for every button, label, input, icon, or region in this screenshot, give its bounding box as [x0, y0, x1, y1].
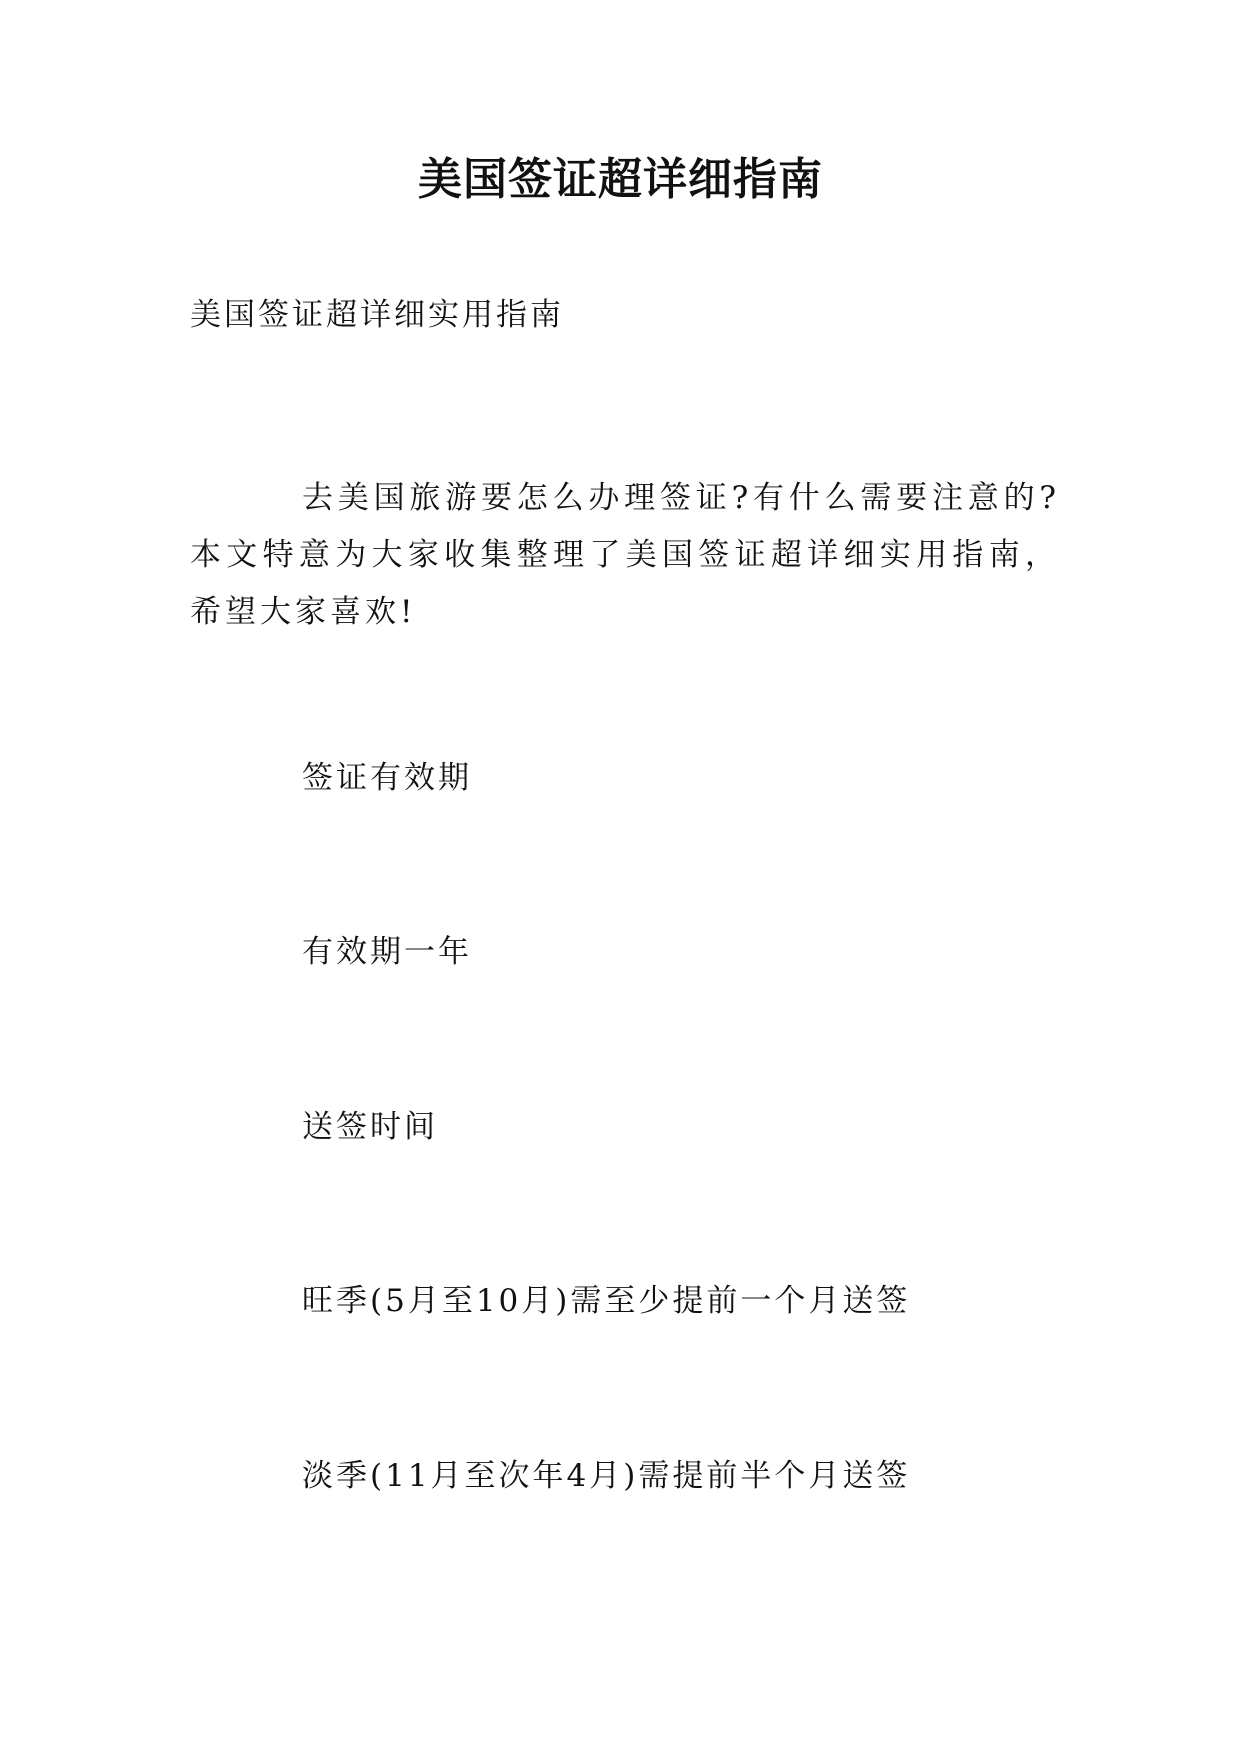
paragraph-validity-one-year: 有效期一年	[302, 934, 472, 970]
paragraph-off-season: 淡季(11月至次年4月)需提前半个月送签	[302, 1458, 911, 1494]
document-subtitle: 美国签证超详细实用指南	[190, 297, 564, 333]
document-title: 美国签证超详细指南	[418, 154, 823, 205]
paragraph-submission-time-heading: 送签时间	[302, 1109, 438, 1145]
paragraph-visa-validity-heading: 签证有效期	[302, 760, 472, 796]
intro-paragraph: 去美国旅游要怎么办理签证?有什么需要注意的?本文特意为大家收集整理了美国签证超详细实用指南，希望大家喜欢!	[190, 480, 1060, 630]
paragraph-peak-season: 旺季(5月至10月)需至少提前一个月送签	[302, 1283, 911, 1319]
